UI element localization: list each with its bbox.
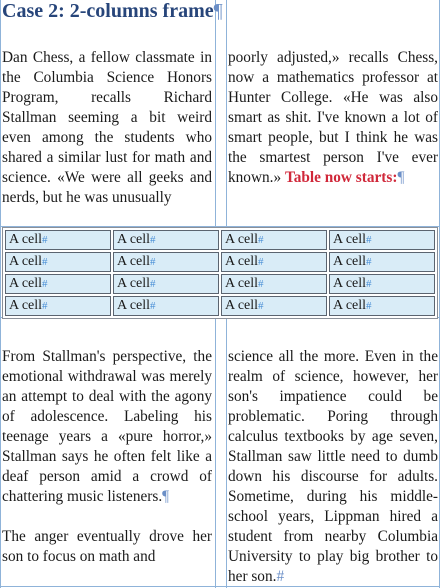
- table-cell-text: A cell: [117, 276, 151, 291]
- cell-end-mark: #: [276, 568, 285, 585]
- table-cell-text: A cell: [225, 276, 259, 291]
- table-cell[interactable]: [221, 296, 327, 316]
- bottom-left-column[interactable]: [2, 347, 212, 567]
- pilcrow-mark: ¶: [213, 0, 223, 22]
- cell-end-mark: #: [150, 256, 156, 268]
- table-cell-text: A cell: [333, 232, 367, 247]
- frame-right-border: [439, 0, 440, 588]
- table-cell[interactable]: [113, 230, 219, 250]
- bottom-left-paragraph-1-text: From Stallman's perspective, the emotional withdrawal was merely an attempt to deal with the agony of adolescence. Labeling his teenage years a «pure horror,» Stallman says he often felt like a deaf person amid a crowd of chattering music listeners.: [2, 348, 212, 505]
- table-cell-text: A cell: [9, 298, 43, 313]
- table-cell[interactable]: [221, 252, 327, 272]
- cell-end-mark: #: [258, 256, 264, 268]
- table-cell[interactable]: [5, 230, 111, 250]
- table-intro-highlight: Table now starts:: [284, 169, 398, 186]
- table-cell-text: A cell: [333, 298, 367, 313]
- table-cell[interactable]: [113, 274, 219, 294]
- bottom-left-paragraph-1: [2, 347, 212, 507]
- pilcrow-mark: ¶: [162, 488, 170, 505]
- table-row: [5, 274, 435, 294]
- column-gutter-right-lower: [226, 317, 227, 588]
- table-cell-text: A cell: [117, 232, 151, 247]
- table-row: [5, 296, 435, 316]
- table-row: [5, 230, 435, 250]
- frame-left-border: [0, 0, 1, 588]
- bottom-left-paragraph-2: The anger eventually drove her son to focus on math and: [2, 528, 212, 565]
- page-title-text: Case 2: 2-columns frame: [2, 0, 214, 22]
- top-right-column[interactable]: [228, 48, 438, 188]
- pilcrow-mark: ¶: [397, 169, 405, 186]
- table-cell-text: A cell: [9, 276, 43, 291]
- cell-end-mark: #: [42, 234, 48, 246]
- table-cell-text: A cell: [333, 254, 367, 269]
- table-cell-text: A cell: [117, 298, 151, 313]
- cell-end-mark: #: [42, 256, 48, 268]
- cell-end-mark: #: [366, 256, 372, 268]
- cell-end-mark: #: [258, 300, 264, 312]
- page-title[interactable]: [2, 0, 223, 23]
- bottom-right-paragraph: [228, 347, 438, 587]
- table-row: [5, 252, 435, 272]
- table-cell[interactable]: [5, 252, 111, 272]
- cell-end-mark: #: [366, 278, 372, 290]
- table-cell-text: A cell: [225, 298, 259, 313]
- cell-end-mark: #: [150, 234, 156, 246]
- cell-end-mark: #: [366, 234, 372, 246]
- table-cell[interactable]: [329, 252, 435, 272]
- column-gutter-left: [215, 0, 216, 227]
- column-gutter-left-lower: [215, 317, 216, 588]
- cell-table[interactable]: [2, 227, 438, 319]
- cell-end-mark: #: [150, 300, 156, 312]
- table-cell[interactable]: [221, 230, 327, 250]
- top-left-column[interactable]: [2, 48, 212, 208]
- table-cell-text: A cell: [117, 254, 151, 269]
- table-cell[interactable]: [5, 274, 111, 294]
- table-cell-text: A cell: [9, 232, 43, 247]
- table-cell-text: A cell: [225, 254, 259, 269]
- cell-end-mark: #: [258, 278, 264, 290]
- table-cell[interactable]: [329, 230, 435, 250]
- cell-end-mark: #: [42, 278, 48, 290]
- cell-end-mark: #: [42, 300, 48, 312]
- cell-end-mark: #: [150, 278, 156, 290]
- column-gutter-right: [226, 0, 227, 227]
- table-cell[interactable]: [221, 274, 327, 294]
- table-cell[interactable]: [5, 296, 111, 316]
- table-cell-text: A cell: [333, 276, 367, 291]
- bottom-right-column[interactable]: [228, 347, 438, 587]
- table-cell[interactable]: [113, 252, 219, 272]
- top-right-paragraph: [228, 48, 438, 188]
- cell-end-mark: #: [258, 234, 264, 246]
- table-cell[interactable]: [329, 296, 435, 316]
- table-cell-text: A cell: [9, 254, 43, 269]
- cell-end-mark: #: [366, 300, 372, 312]
- top-left-paragraph: Dan Chess, a fellow classmate in the Columbia Science Honors Program, recalls Richard Stallman seeming a bit weird even among the students who shared a similar lust for math and science. «We were all geeks and nerds, but he was unusually: [2, 49, 212, 206]
- table-cell-text: A cell: [225, 232, 259, 247]
- bottom-right-text: science all the more. Even in the realm of science, however, her son's impatience could be problematic. Poring through calculus textbooks by age seven, Stallman saw little need to dumb down his discourse for adults. Sometime, during his middle-school years, Lippman hired a student from nearby Columbia University to play big brother to her son.: [228, 348, 438, 585]
- table-cell[interactable]: [113, 296, 219, 316]
- top-right-text: poorly adjusted,» recalls Chess, now a mathematics professor at Hunter College. «He was also smart as shit. I've known a lot of smart people, but I think he was the smartest person I've ever known.»: [228, 49, 438, 186]
- table-cell[interactable]: [329, 274, 435, 294]
